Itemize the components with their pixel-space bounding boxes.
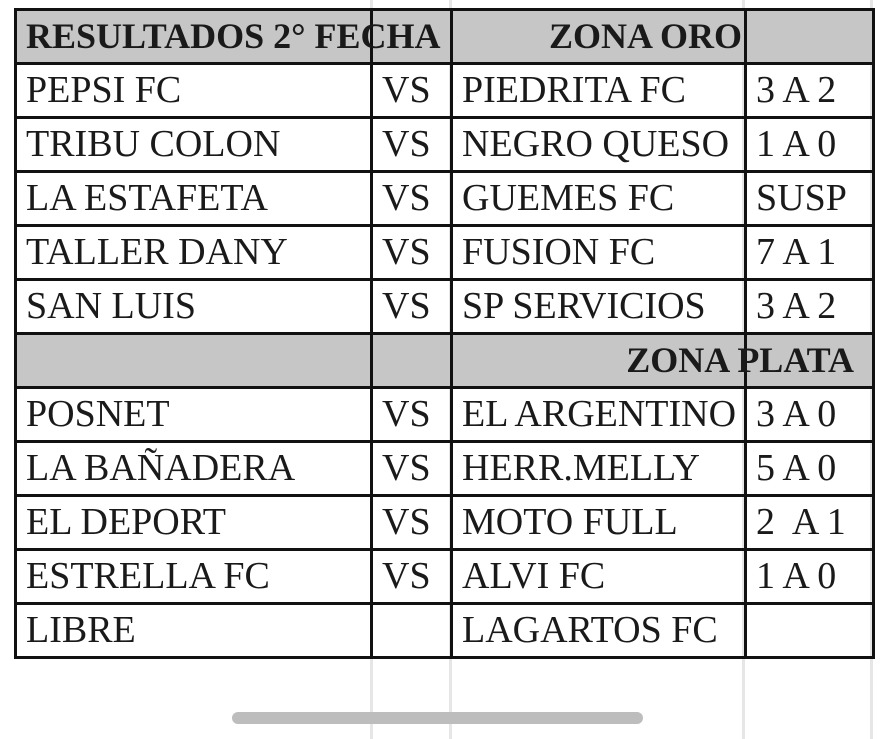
away-team-cell[interactable]: ALVI FC: [452, 550, 746, 604]
zona-plata-cell[interactable]: [452, 334, 854, 388]
score-cell[interactable]: 2 A 1: [746, 496, 874, 550]
table-row: [16, 118, 874, 172]
score-cell[interactable]: [746, 604, 874, 658]
score-cell[interactable]: 5 A 0: [746, 442, 874, 496]
away-team-cell[interactable]: NEGRO QUESO: [452, 118, 746, 172]
vs-cell[interactable]: VS: [372, 280, 452, 334]
bye-label-cell[interactable]: LIBRE: [16, 604, 372, 658]
zona-oro-title: ZONA ORO: [549, 16, 743, 56]
away-team-cell[interactable]: SP SERVICIOS: [452, 280, 746, 334]
vs-cell[interactable]: VS: [372, 118, 452, 172]
header-row: [16, 10, 874, 64]
horizontal-scrollbar[interactable]: [232, 712, 643, 724]
score-cell[interactable]: SUSP: [746, 172, 874, 226]
vs-cell[interactable]: VS: [372, 388, 452, 442]
home-team-cell[interactable]: SAN LUIS: [16, 280, 372, 334]
table-row: [16, 604, 874, 658]
vs-cell[interactable]: VS: [372, 64, 452, 118]
home-team-cell[interactable]: ESTRELLA FC: [16, 550, 372, 604]
home-team-cell[interactable]: PEPSI FC: [16, 64, 372, 118]
header-empty-cell[interactable]: [746, 10, 874, 64]
results-sheet: [14, 8, 872, 659]
table-row: [16, 280, 874, 334]
table-row: [16, 388, 874, 442]
vs-cell[interactable]: [372, 604, 452, 658]
away-team-cell[interactable]: MOTO FULL: [452, 496, 746, 550]
away-team-cell[interactable]: HERR.MELLY: [452, 442, 746, 496]
header-title: RESULTADOS 2° FECHA: [26, 16, 441, 56]
band-empty-cell[interactable]: [16, 334, 372, 388]
vs-cell[interactable]: VS: [372, 226, 452, 280]
table-row: [16, 442, 874, 496]
zona-plata-title: ZONA PLATA: [626, 340, 854, 380]
bye-team-cell[interactable]: LAGARTOS FC: [452, 604, 746, 658]
zona-plata-row: [16, 334, 874, 388]
header-title-cell[interactable]: [16, 10, 441, 64]
vs-cell[interactable]: VS: [372, 442, 452, 496]
header-zone-cell[interactable]: [452, 10, 746, 64]
away-team-cell[interactable]: FUSION FC: [452, 226, 746, 280]
score-cell[interactable]: 3 A 2: [746, 64, 874, 118]
vs-cell[interactable]: VS: [372, 550, 452, 604]
score-cell[interactable]: 1 A 0: [746, 118, 874, 172]
home-team-cell[interactable]: EL DEPORT: [16, 496, 372, 550]
score-cell[interactable]: 3 A 2: [746, 280, 874, 334]
vs-cell[interactable]: VS: [372, 496, 452, 550]
table-row: [16, 226, 874, 280]
table-row: [16, 550, 874, 604]
score-cell[interactable]: 3 A 0: [746, 388, 874, 442]
home-team-cell[interactable]: LA ESTAFETA: [16, 172, 372, 226]
away-team-cell[interactable]: PIEDRITA FC: [452, 64, 746, 118]
results-table: [14, 8, 875, 659]
table-row: [16, 172, 874, 226]
away-team-cell[interactable]: EL ARGENTINO: [452, 388, 746, 442]
home-team-cell[interactable]: LA BAÑADERA: [16, 442, 372, 496]
score-cell[interactable]: 1 A 0: [746, 550, 874, 604]
home-team-cell[interactable]: TRIBU COLON: [16, 118, 372, 172]
table-row: [16, 496, 874, 550]
vs-cell[interactable]: VS: [372, 172, 452, 226]
home-team-cell[interactable]: TALLER DANY: [16, 226, 372, 280]
home-team-cell[interactable]: POSNET: [16, 388, 372, 442]
score-cell[interactable]: 7 A 1: [746, 226, 874, 280]
band-empty-cell[interactable]: [372, 334, 452, 388]
away-team-cell[interactable]: GUEMES FC: [452, 172, 746, 226]
table-row: [16, 64, 874, 118]
